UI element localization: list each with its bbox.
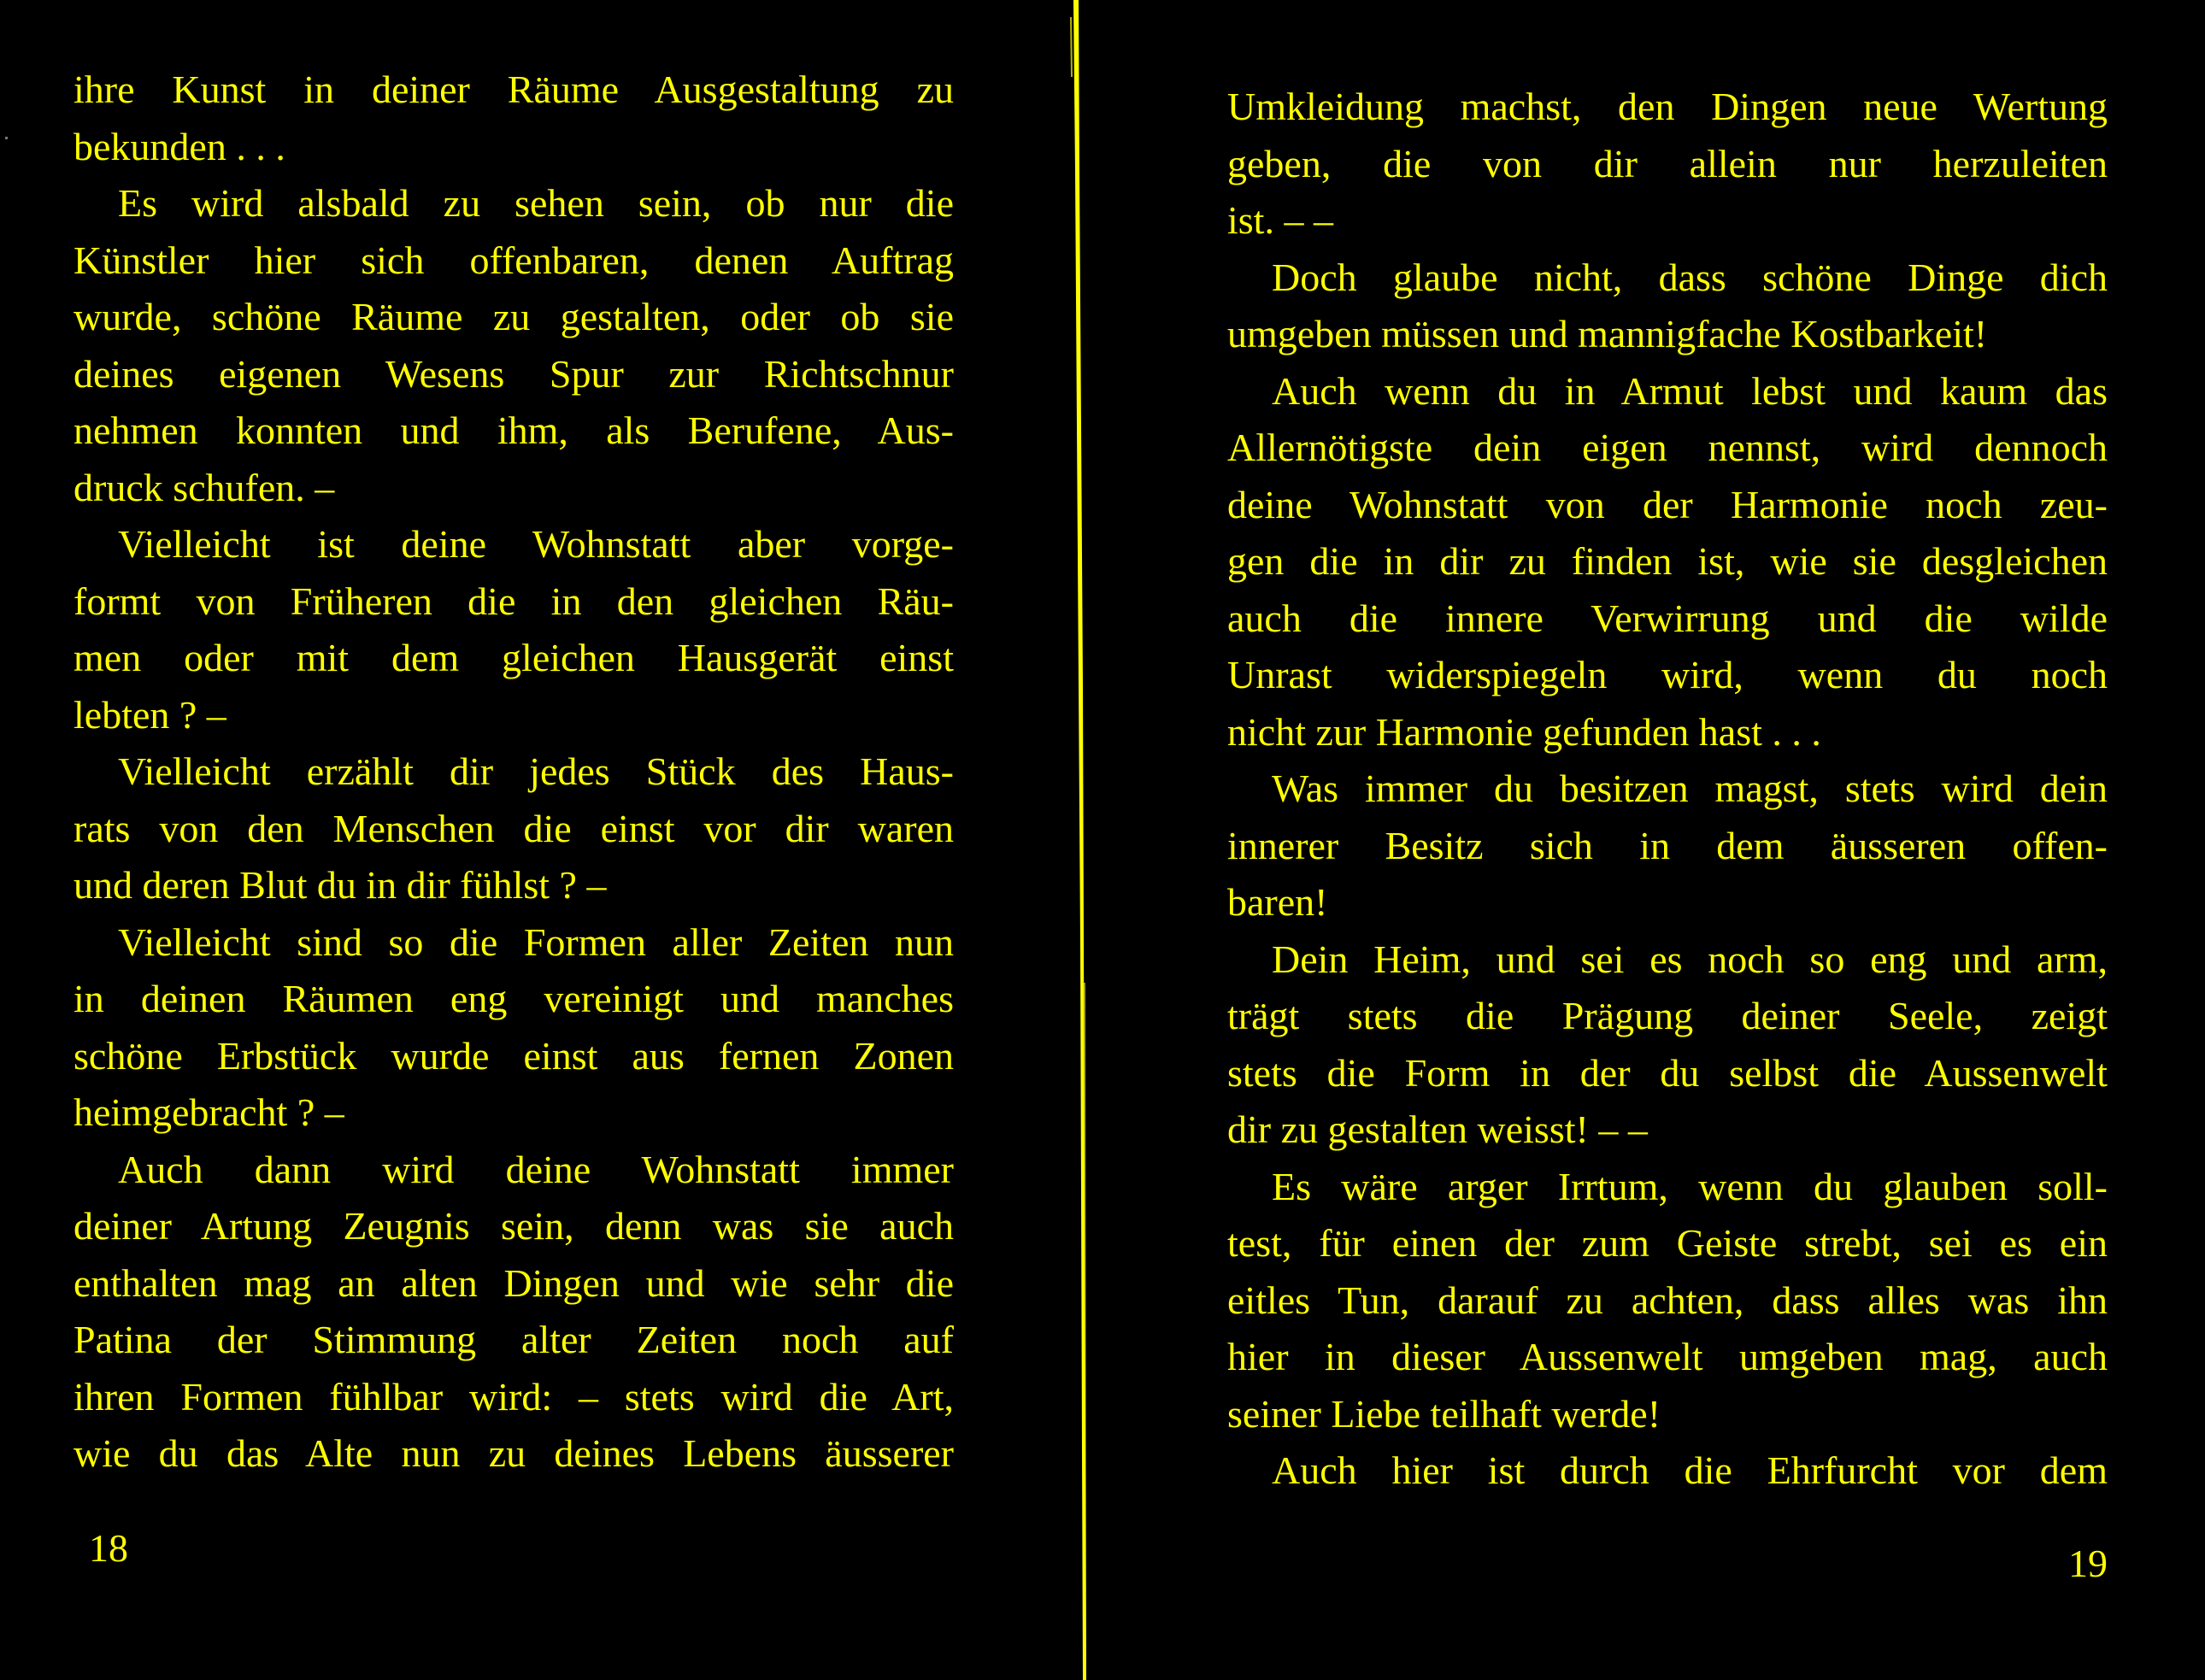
right-page-text <box>1227 79 2108 1500</box>
text-line: druck schufen. – <box>74 465 335 509</box>
text-line: umgeben müssen und mannigfache Kostbarkeit! <box>1227 312 1988 355</box>
text-line: men oder mit dem gleichen Hausgerät einst <box>74 636 954 679</box>
text-line: seiner Liebe teilhaft werde! <box>1227 1391 1661 1436</box>
text-line: Auch dann wird deine Wohnstatt immer <box>118 1147 954 1191</box>
book-gutter <box>1065 0 1102 1680</box>
text-line: Dein Heim, und sei es noch so eng und arm, <box>1272 937 2108 981</box>
text-line: Auch hier ist durch die Ehrfurcht vor dem <box>1272 1448 2108 1492</box>
text-line: rats von den Menschen die einst vor dir waren <box>74 806 954 850</box>
text-line: Es wird alsbald zu sehen sein, ob nur die <box>118 181 954 225</box>
right-page-number: 19 <box>2068 1542 2108 1585</box>
text-line: Künstler hier sich offenbaren, denen Auftrag <box>74 238 954 282</box>
text-line: geben, die von dir allein nur herzuleiten <box>1227 141 2108 185</box>
text-line: formt von Früheren die in den gleichen Räu- <box>74 579 954 623</box>
text-line: Vielleicht erzählt dir jedes Stück des Haus- <box>118 749 954 793</box>
text-line: Allernötigste dein eigen nennst, wird dennoch <box>1227 426 2108 469</box>
left-page <box>0 0 1077 1680</box>
left-page-number: 18 <box>89 1526 128 1570</box>
text-line: deines eigenen Wesens Spur zur Richtschnur <box>74 351 954 396</box>
text-line: dir zu gestalten weisst! – – <box>1227 1107 1648 1151</box>
text-line: ist. – – <box>1227 198 1333 242</box>
text-line: eitles Tun, darauf zu achten, dass alles was ihn <box>1227 1278 2108 1322</box>
text-line: hier in dieser Aussenwelt umgeben mag, auch <box>1227 1335 2108 1378</box>
text-line: heimgebracht ? – <box>74 1090 344 1134</box>
text-line: Vielleicht sind so die Formen aller Zeiten nun <box>118 919 954 964</box>
text-line: und deren Blut du in dir fühlst ? – <box>74 863 607 907</box>
text-line: test, für einen der zum Geiste strebt, sei es ein <box>1227 1221 2108 1265</box>
text-line: ihren Formen fühlbar wird: – stets wird die Art, <box>74 1374 954 1419</box>
text-line: nicht zur Harmonie gefunden hast . . . <box>1227 709 1821 754</box>
gutter-line <box>1065 0 1102 1680</box>
text-line: bekunden . . . <box>74 124 285 168</box>
text-line: Umkleidung machst, den Dingen neue Wertung <box>1227 85 2108 128</box>
text-line: Es wäre arger Irrtum, wenn du glauben soll- <box>1272 1164 2108 1208</box>
text-line: ihre Kunst in deiner Räume Ausgestaltung zu <box>74 68 954 111</box>
text-line: Doch glaube nicht, dass schöne Dinge dich <box>1272 255 2108 299</box>
text-line: nehmen konnten und ihm, als Berufene, Aus- <box>74 408 954 452</box>
text-line: stets die Form in der du selbst die Aussenwelt <box>1227 1050 2108 1095</box>
left-page-text <box>74 62 954 1483</box>
text-line: wurde, schöne Räume zu gestalten, oder ob sie <box>74 295 954 338</box>
text-line: baren! <box>1227 880 1328 924</box>
text-line: Vielleicht ist deine Wohnstatt aber vorge- <box>118 522 954 566</box>
text-line: Was immer du besitzen magst, stets wird dein <box>1272 767 2108 810</box>
text-line: lebten ? – <box>74 692 226 737</box>
right-page <box>1102 0 2205 1680</box>
text-line: in deinen Räumen eng vereinigt und manches <box>74 977 954 1020</box>
text-line: Unrast widerspiegeln wird, wenn du noch <box>1227 653 2108 696</box>
text-line: Patina der Stimmung alter Zeiten noch auf <box>74 1318 954 1361</box>
text-line: auch die innere Verwirrung und die wilde <box>1227 596 2108 640</box>
text-line: deiner Artung Zeugnis sein, denn was sie auch <box>74 1204 954 1248</box>
text-line: trägt stets die Prägung deiner Seele, zeigt <box>1227 994 2108 1037</box>
text-line: enthalten mag an alten Dingen und wie sehr die <box>74 1260 954 1305</box>
text-line: Auch wenn du in Armut lebst und kaum das <box>1272 368 2108 413</box>
text-line: wie du das Alte nun zu deines Lebens äusserer <box>74 1431 954 1475</box>
text-line: innerer Besitz sich in dem äusseren offen- <box>1227 823 2108 867</box>
text-line: deine Wohnstatt von der Harmonie noch zeu- <box>1227 482 2108 526</box>
text-line: gen die in dir zu finden ist, wie sie desgleichen <box>1227 539 2108 583</box>
text-line: schöne Erbstück wurde einst aus fernen Zonen <box>74 1033 954 1078</box>
